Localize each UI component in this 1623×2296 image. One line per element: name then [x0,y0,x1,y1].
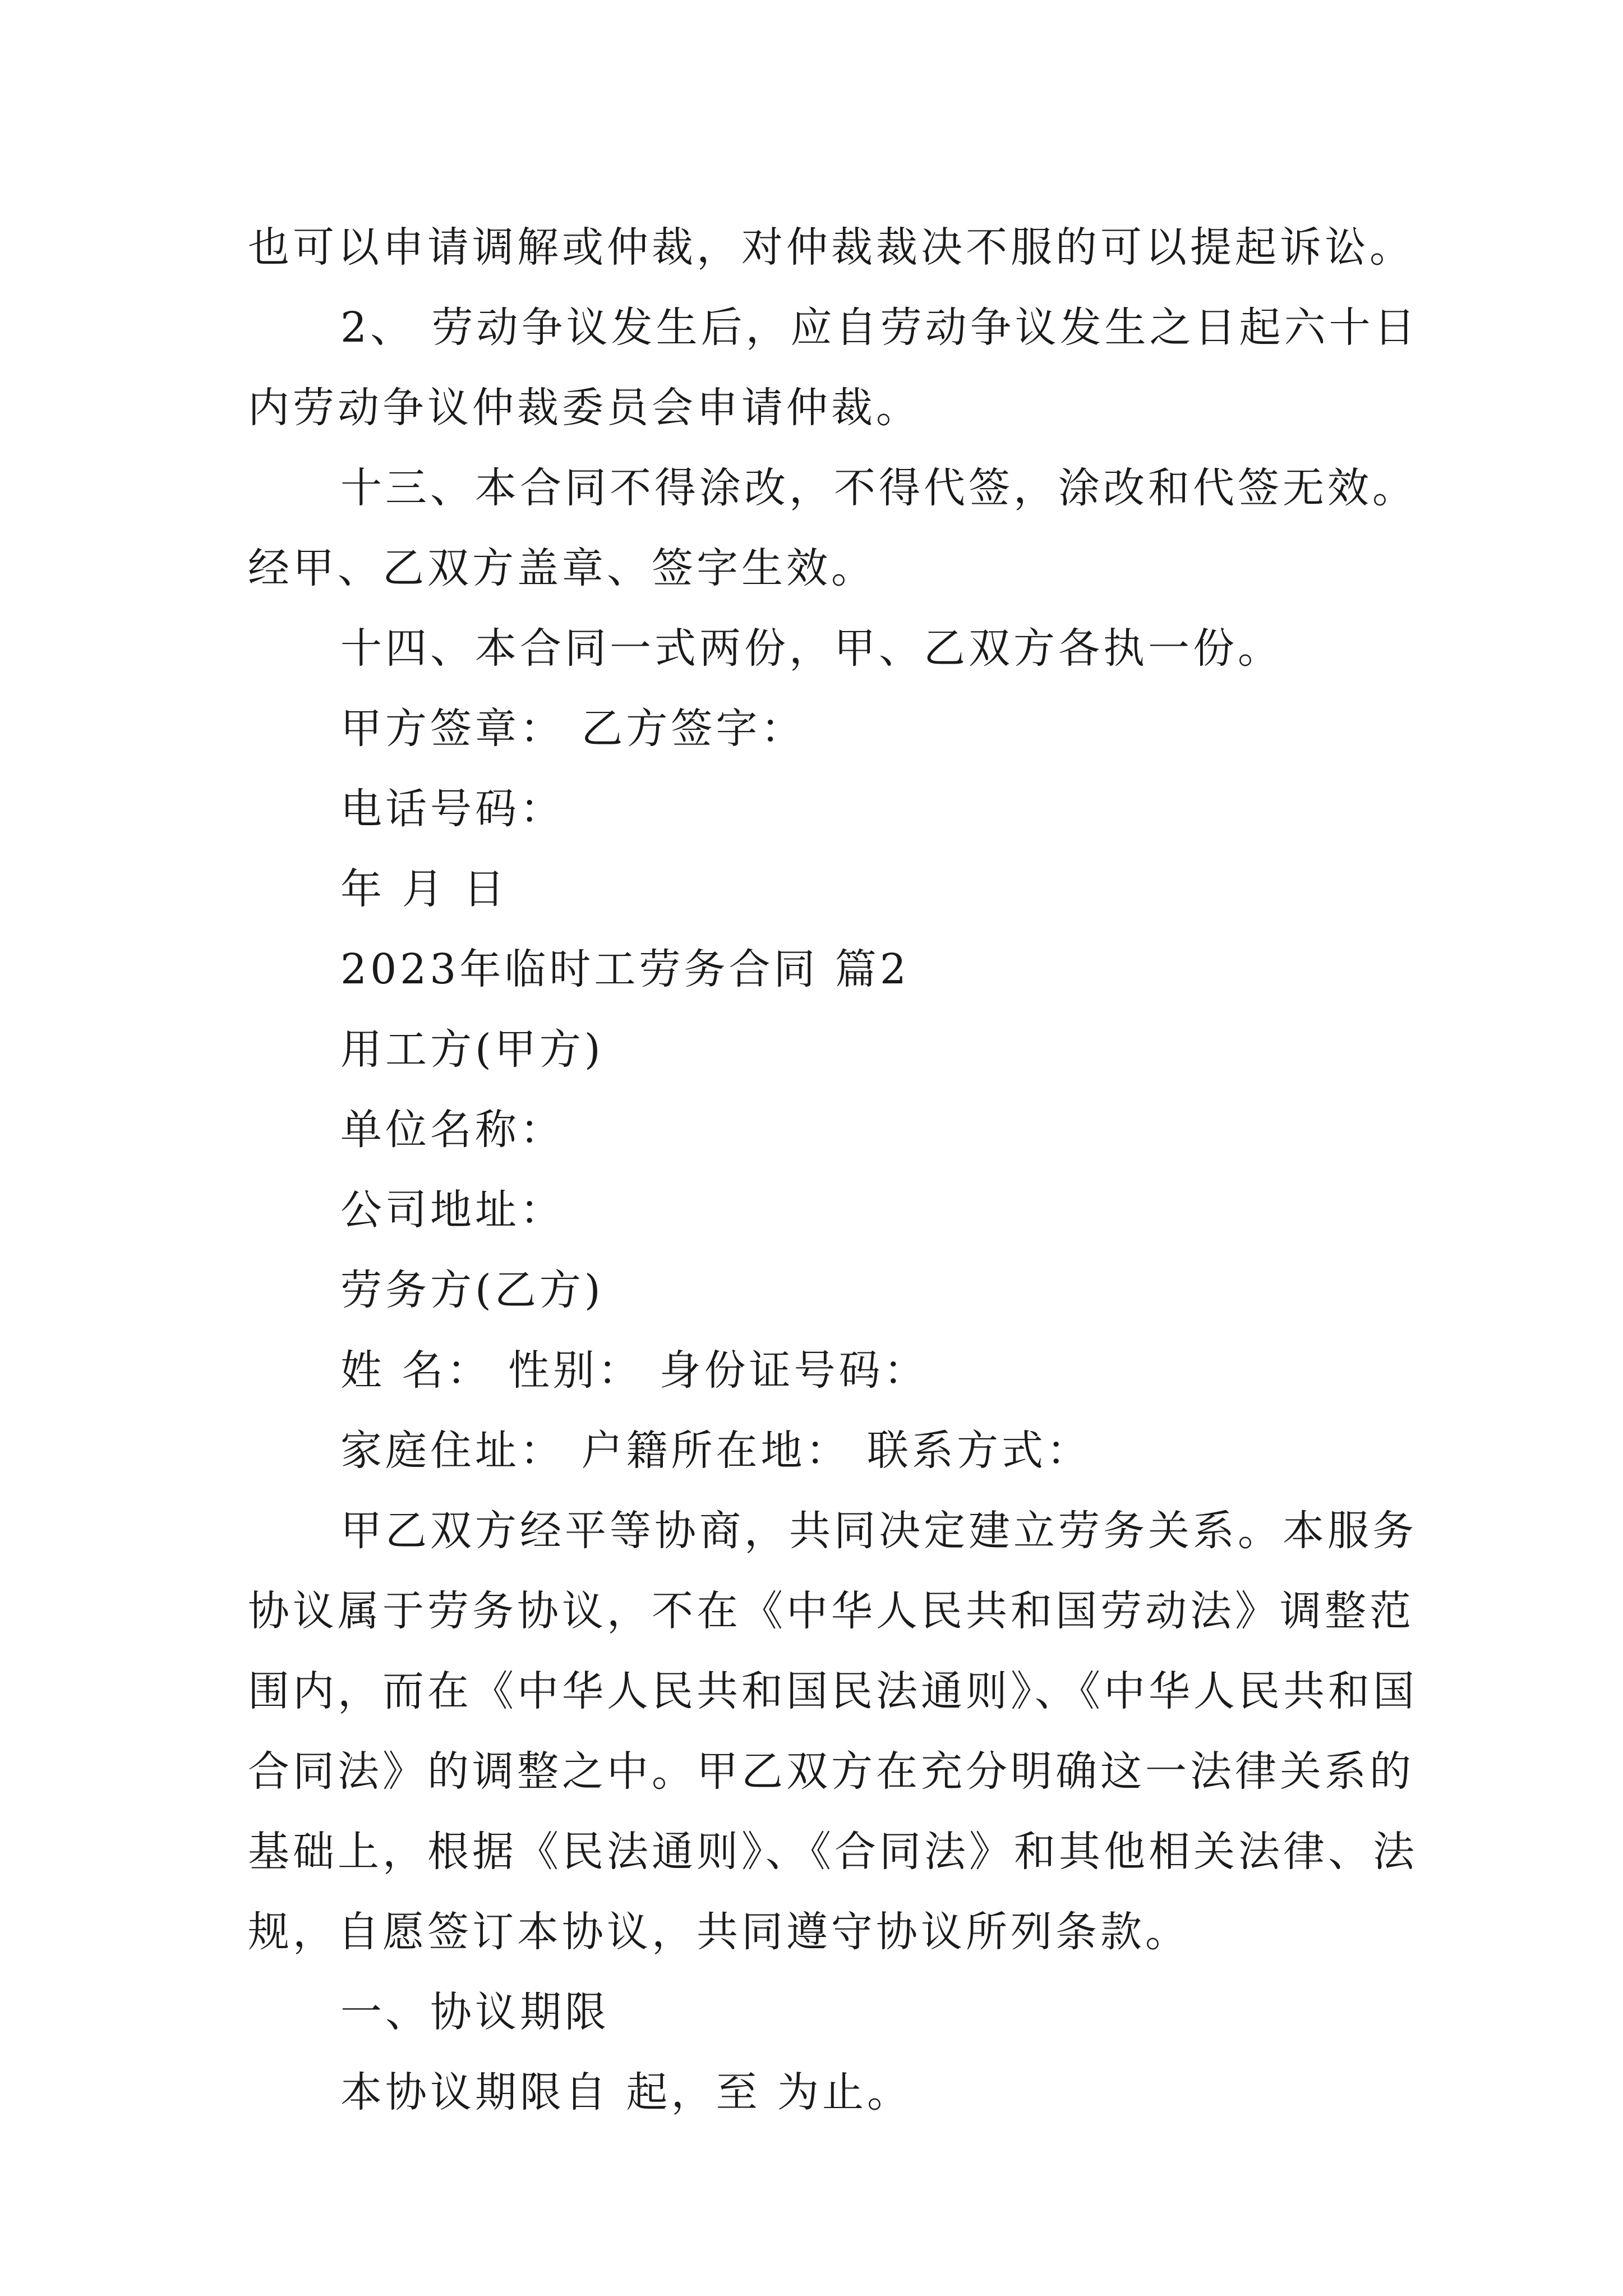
paragraph-line: 本协议期限自 起，至 为止。 [340,2068,912,2116]
paragraph-line: 十三、本合同不得涂改，不得代签，涂改和代签无效。 [340,464,1417,512]
paragraph-line: 也可以申请调解或仲裁，对仲裁裁决不服的可以提起诉讼。 [248,223,1414,272]
paragraph-line: 经甲、乙双方盖章、签字生效。 [248,544,876,592]
contact-info-line: 家庭住址： 户籍所在地： 联系方式： [340,1427,1092,1475]
paragraph-line: 规，自愿签订本协议，共同遵守协议所列条款。 [248,1908,1190,1956]
paragraph-line: 基础上，根据《民法通则》、《合同法》和其他相关法律、法 [248,1828,1418,1876]
section-title: 2023年临时工劳务合同 篇2 [340,945,910,993]
document-body [248,208,1419,2133]
paragraph-line: 十四、本合同一式两份，甲、乙双方各执一份。 [340,624,1283,673]
company-name-line: 单位名称： [340,1106,565,1154]
personal-info-line: 姓 名： 性别： 身份证号码： [340,1346,929,1395]
paragraph-line: 围内，而在《中华人民共和国民法通则》、《中华人民共和国 [248,1667,1418,1715]
date-line: 年 月 日 [340,865,509,913]
paragraph-line: 合同法》的调整之中。甲乙双方在充分明确这一法律关系的 [248,1747,1414,1796]
party-b-heading: 劳务方(乙方) [340,1266,604,1314]
company-address-line: 公司地址： [340,1186,565,1234]
paragraph-line: 协议属于劳务协议，不在《中华人民共和国劳动法》调整范 [248,1587,1414,1635]
clause-heading: 一、协议期限 [340,1988,610,2036]
paragraph-line: 2、 劳动争议发生后，应自劳动争议发生之日起六十日 [340,303,1419,352]
phone-line: 电话号码： [340,785,565,833]
paragraph-line: 甲乙双方经平等协商，共同决定建立劳务关系。本服务 [340,1507,1417,1555]
party-a-heading: 用工方(甲方) [340,1025,604,1074]
signature-line: 甲方签章： 乙方签字： [340,705,806,753]
paragraph-line: 内劳动争议仲裁委员会申请仲裁。 [248,384,921,432]
